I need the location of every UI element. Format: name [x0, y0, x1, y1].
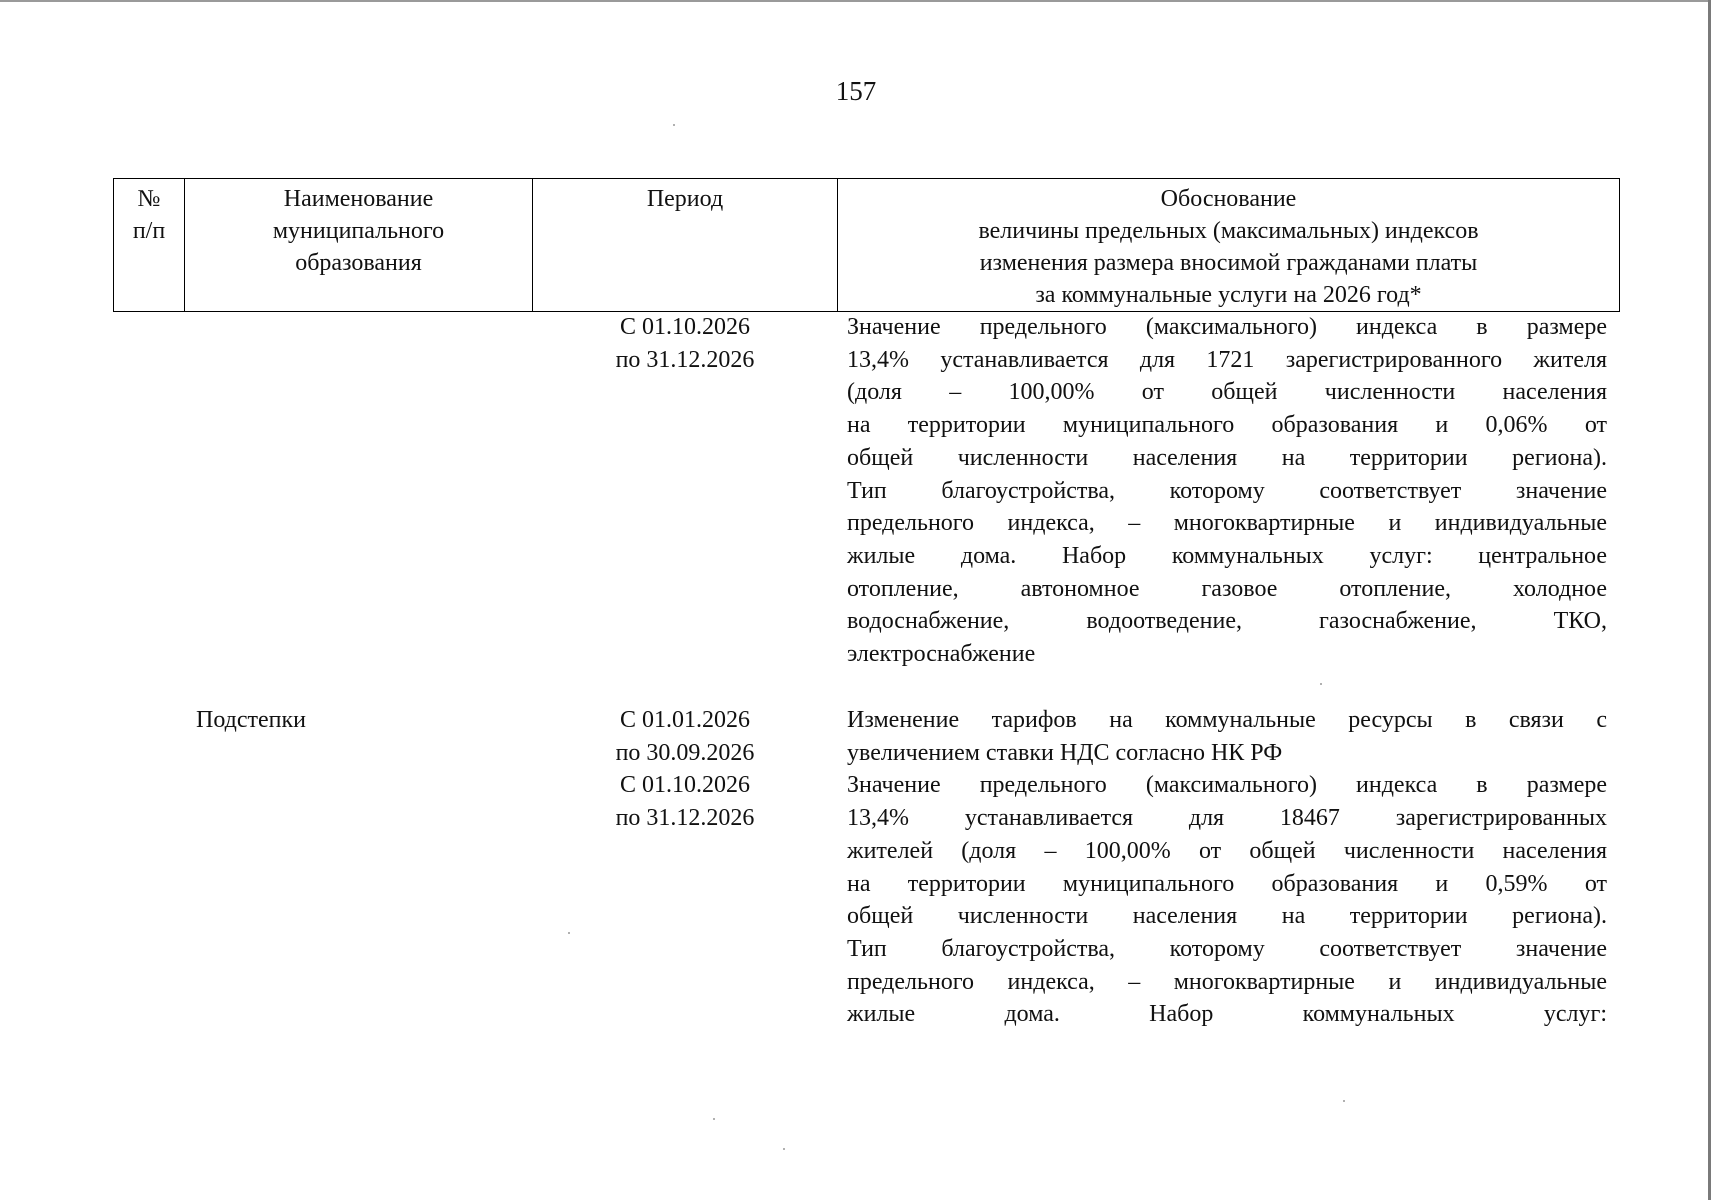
justification-line: общей численности населения на территории региона). — [847, 444, 1607, 471]
header-basis-line: Обоснование — [1160, 186, 1297, 212]
justification-line: электроснабжение — [847, 641, 1036, 668]
period-line: С 01.10.2026 — [619, 314, 750, 340]
justification-line: Тип благоустройства, которому соответствует значение — [847, 935, 1607, 962]
scan-speck — [568, 932, 570, 934]
justification-line: Значение предельного (максимального) индекса в размере — [847, 772, 1607, 799]
period-line: С 01.10.2026 — [619, 772, 750, 799]
justification-line: Значение предельного (максимального) индекса в размере — [847, 314, 1607, 340]
justification-line: жителей (доля – 100,00% от общей численности населения — [847, 837, 1607, 864]
justification-line: на территории муниципального образования и 0,06% от — [847, 412, 1607, 439]
block2-municipality-name: Подстепки — [196, 707, 306, 733]
period-line: по 31.12.2026 — [615, 346, 755, 373]
block2-period — [570, 704, 800, 835]
scan-speck — [673, 124, 675, 126]
justification-line: увеличением ставки НДС согласно НК РФ — [847, 739, 1283, 766]
justification-line: жилые дома. Набор коммунальных услуг: — [847, 1001, 1607, 1028]
header-basis-line: за коммунальные услуги на 2026 год* — [1035, 282, 1422, 308]
header-name-line: образования — [295, 250, 422, 276]
header-number-line: № — [137, 186, 161, 212]
justification-line: 13,4% устанавливается для 18467 зарегистрированных — [847, 805, 1607, 832]
scan-edge-top — [0, 0, 1711, 2]
period-line: С 01.01.2026 — [619, 707, 750, 733]
scan-speck — [713, 1118, 715, 1120]
justification-line: жилые дома. Набор коммунальных услуг: центральное — [847, 542, 1607, 569]
header-cell-basis — [838, 179, 1620, 312]
justification-line: 13,4% устанавливается для 1721 зарегистрированного жителя — [847, 346, 1607, 373]
header-name-line: Наименование — [283, 186, 434, 212]
justification-line: на территории муниципального образования и 0,59% от — [847, 870, 1607, 897]
justification-line: общей численности населения на территории региона). — [847, 903, 1607, 930]
justification-line: Изменение тарифов на коммунальные ресурсы в связи с — [847, 707, 1607, 733]
scan-speck — [1320, 683, 1322, 685]
header-period-line: Период — [646, 186, 724, 212]
block1-period — [570, 311, 800, 376]
justification-line: Тип благоустройства, которому соответствует значение — [847, 477, 1607, 504]
header-name-line: муниципального — [272, 218, 445, 244]
scan-speck — [783, 1148, 785, 1150]
justification-line: предельного индекса, – многоквартирные и индивидуальные — [847, 510, 1607, 537]
justification-line: водоснабжение, водоотведение, газоснабжение, ТКО, — [847, 608, 1607, 635]
header-cell-period — [533, 179, 838, 312]
block2-justification — [847, 704, 1607, 1031]
header-basis-line: изменения размера вносимой гражданами платы — [979, 250, 1478, 276]
table-header — [113, 178, 1620, 312]
header-basis-line: величины предельных (максимальных) индексов — [978, 218, 1479, 244]
block1-justification — [847, 311, 1607, 671]
header-number-line: п/п — [132, 218, 166, 244]
period-line: по 30.09.2026 — [615, 739, 755, 766]
justification-line: отопление, автономное газовое отопление, холодное — [847, 575, 1607, 602]
scan-speck — [1343, 1100, 1345, 1102]
period-line: по 31.12.2026 — [615, 805, 755, 832]
header-cell-name — [185, 179, 533, 312]
justification-line: предельного индекса, – многоквартирные и индивидуальные — [847, 968, 1607, 995]
justification-line: (доля – 100,00% от общей численности населения — [847, 379, 1607, 406]
header-cell-number — [114, 179, 185, 312]
page-number: 157 — [835, 76, 877, 106]
